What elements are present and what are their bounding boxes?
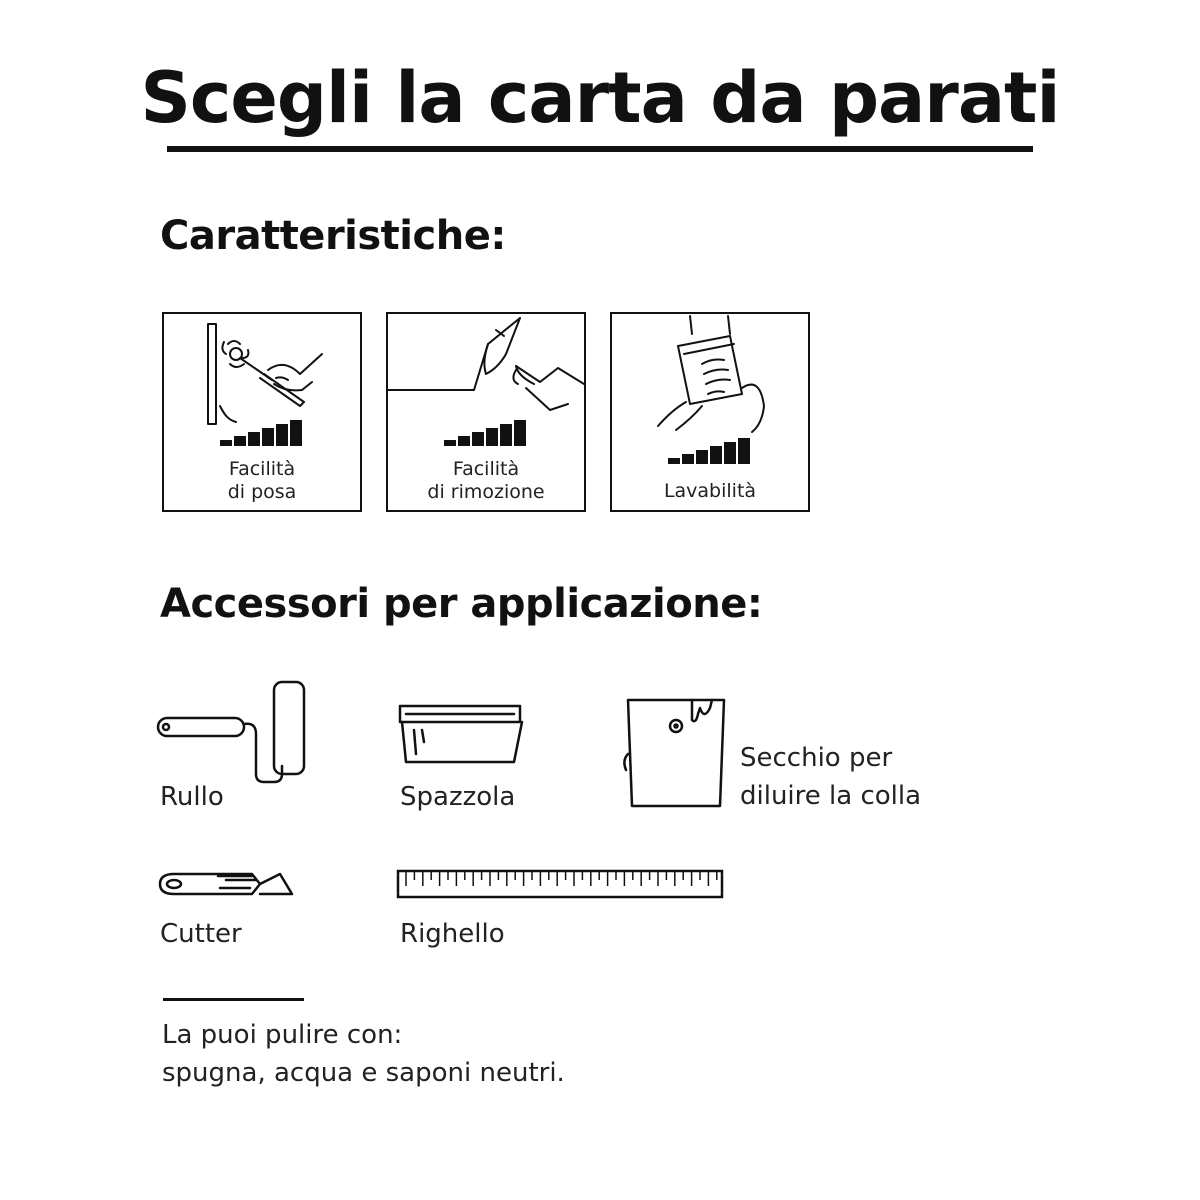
care-note-line1: La puoi pulire con:: [162, 1020, 403, 1050]
feature-card-installation: [162, 312, 362, 512]
brush-icon: [396, 698, 528, 770]
feature-label-line1: Facilità: [228, 458, 296, 480]
feature-label-line1: Lavabilità: [663, 480, 757, 502]
accessory-label-bucket-line2: diluire la colla: [740, 781, 922, 811]
page-title: Scegli la carta da parati: [140, 57, 1060, 139]
level-bar: [668, 458, 680, 464]
level-bar: [262, 428, 274, 446]
accessory-label-roller: Rullo: [160, 782, 224, 812]
ruler-icon: [396, 868, 726, 900]
level-bar: [710, 446, 722, 464]
accessory-label-bucket-line1: Secchio per: [740, 743, 893, 773]
accessories-heading: Accessori per applicazione:: [160, 581, 763, 627]
features-heading: Caratteristiche:: [160, 213, 506, 259]
level-bar: [458, 436, 470, 446]
care-note-line2: spugna, acqua e saponi neutri.: [162, 1058, 565, 1088]
level-bar: [738, 438, 750, 464]
level-bar: [444, 440, 456, 446]
level-bar: [472, 432, 484, 446]
paint-roller-icon: [156, 678, 336, 788]
accessory-label-bucket: [740, 742, 921, 812]
feature-card-washability: [610, 312, 810, 512]
feature-label-line2: di posa: [227, 481, 297, 503]
level-bar: [696, 450, 708, 464]
level-bar: [248, 432, 260, 446]
feature-label-installation: [164, 458, 360, 504]
bucket-icon: [620, 698, 732, 808]
note-divider: [163, 998, 304, 1001]
accessory-label-ruler: Righello: [400, 919, 505, 949]
level-bar: [290, 420, 302, 446]
level-bar: [220, 440, 232, 446]
feature-label-washability: [612, 480, 808, 503]
title-underline: [167, 146, 1033, 152]
cutter-knife-icon: [156, 866, 296, 902]
level-bar: [500, 424, 512, 446]
level-bar: [486, 428, 498, 446]
feature-label-line1: Facilità: [452, 458, 520, 480]
accessory-label-cutter: Cutter: [160, 919, 242, 949]
level-bar: [724, 442, 736, 464]
feature-label-line2: di rimozione: [427, 481, 545, 503]
level-bar: [514, 420, 526, 446]
feature-card-removal: [386, 312, 586, 512]
level-bar: [234, 436, 246, 446]
level-bar: [276, 424, 288, 446]
feature-label-removal: [388, 458, 584, 504]
accessory-label-brush: Spazzola: [400, 782, 516, 812]
level-bar: [682, 454, 694, 464]
